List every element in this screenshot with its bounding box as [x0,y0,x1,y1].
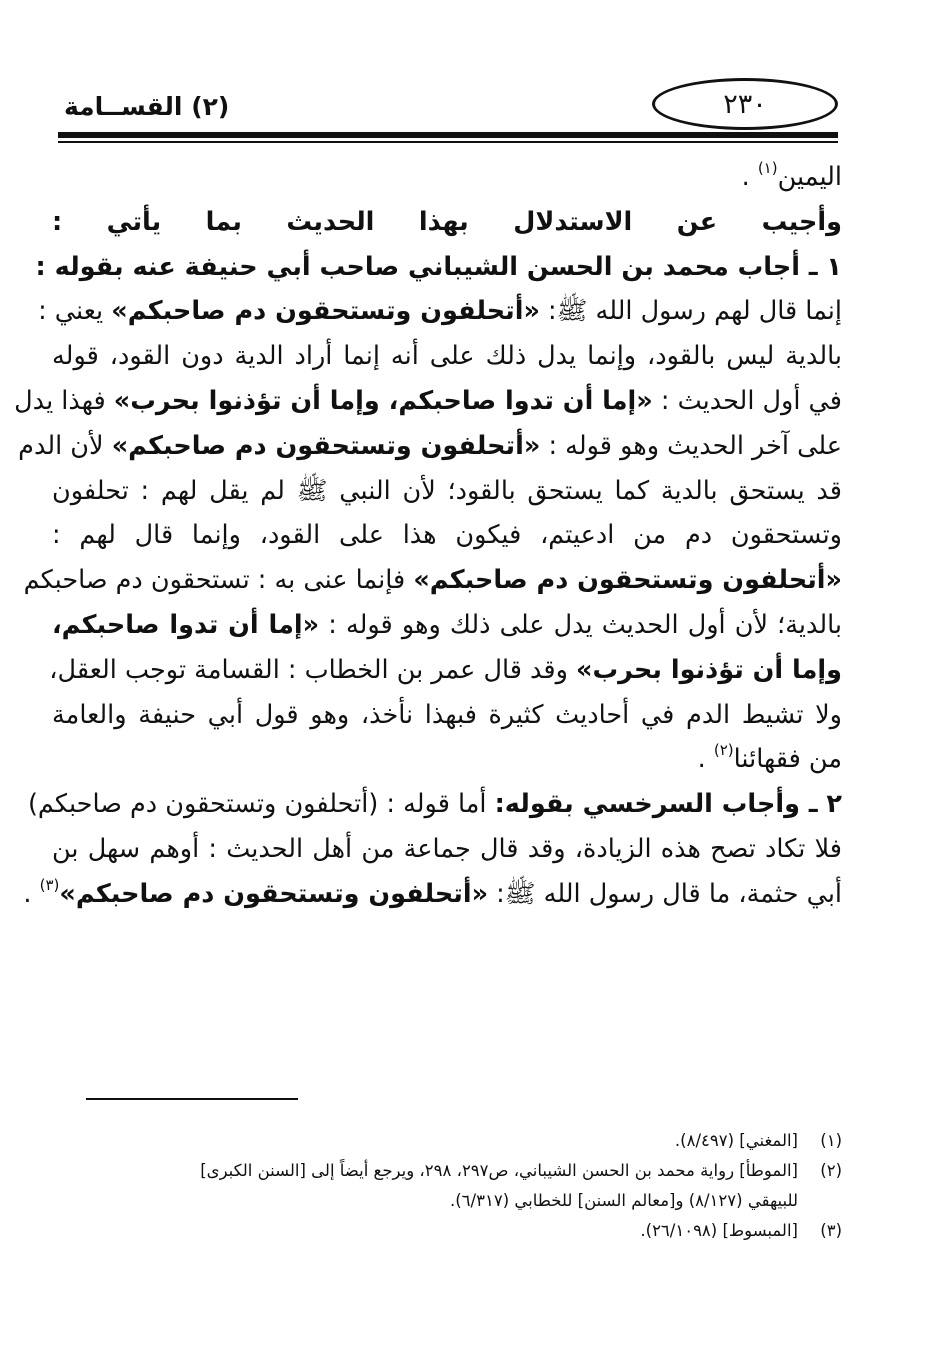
text-segment: قد يستحق بالدية كما يستحق بالقود؛ لأن النبي ﷺ لم يقل لهم : تحلفون [52,475,842,506]
text-segment: من فقهائنا [733,744,842,775]
footnote-text: [الموطأ] رواية محمد بن الحسن الشيباني، ص٢٩٧، ٢٩٨، ويرجع أيضاً إلى [السنن الكبرى] [200,1161,798,1180]
text-segment: يعني : [38,296,112,327]
text-segment: بالدية؛ لأن أول الحديث يدل على ذلك وهو قوله : [319,609,842,640]
text-segment: على آخر الحديث وهو قوله : [540,430,842,461]
text-segment: وتستحقون دم من ادعيتم، فيكون هذا على القود، وإنما قال لهم : [52,520,842,551]
text-segment: فإنما عنى به : تستحقون دم صاحبكم [23,565,414,596]
text-segment: أما قوله : (أتحلفون وتستحقون دم صاحبكم) [27,789,495,820]
footnote-ref: (١) [757,159,778,177]
body-text [14,155,842,917]
text-segment: . [697,744,714,775]
footnote-item [60,1126,842,1156]
bold-quote: «أتحلفون وتستحقون دم صاحبكم» [413,565,842,596]
text-segment: . [741,162,758,192]
footnote-number: (١) [820,1131,842,1150]
text-segment: أبي حثمة، ما قال رسول الله ﷺ: [488,878,842,909]
bold-quote: «أتحلفون وتستحقون دم صاحبكم» [111,430,541,461]
bold-quote: «أتحلفون وتستحقون دم صاحبكم» [111,296,540,327]
header-rule-thick [58,132,838,138]
footnote-text: [المغني] (٨/٤٩٧). [674,1131,798,1150]
text-segment: إنما قال لهم رسول الله ﷺ: [539,296,842,327]
header-rule-thin [58,141,838,143]
footnote-separator [86,1098,298,1100]
bold-quote: وأجيب عن الاستدلال بهذا الحديث بما يأتي : [52,206,842,237]
bold-quote: وإما أن تؤذنوا بحرب» [576,654,842,685]
bold-quote: ١ ـ أجاب محمد بن الحسن الشيباني صاحب أبي حنيفة عنه بقوله : [35,251,842,282]
footnote-ref: (٣) [39,875,60,894]
text-segment: بالدية ليس بالقود، وإنما يدل ذلك على أنه إنما أراد الدية دون القود، قوله [52,341,842,372]
text-segment: وقد قال عمر بن الخطاب : القسامة توجب العقل، [49,654,577,685]
bold-quote: «إما أن تدوا صاحبكم، [52,609,320,640]
footnote-number: (٣) [820,1221,842,1240]
bold-quote: «إما أن تدوا صاحبكم، وإما أن تؤذنوا بحرب» [113,385,653,416]
body-line [52,693,842,738]
body-line [52,513,842,558]
body-line [52,469,842,514]
bold-quote: «أتحلفون وتستحقون دم صاحبكم» [59,878,489,909]
footnote-number: (٢) [820,1161,842,1180]
page-header [58,78,838,144]
text-segment: ولا تشيط الدم في أحاديث كثيرة فبهذا نأخذ، وهو قول أبي حنيفة والعامة [52,699,842,730]
bold-quote: ٢ ـ وأجاب السرخسي بقوله: [494,789,842,820]
page-number-oval [652,78,838,130]
body-line [52,200,842,245]
body-line [52,737,842,782]
body-line [23,558,842,603]
body-line [35,245,842,290]
page-number: ٢٣٠ [723,88,767,120]
text-segment: فهذا يدل [14,385,114,416]
footnote-item [60,1216,842,1246]
section-title: (٢) القســامة [64,92,230,121]
footnotes [60,1126,842,1246]
body-line [18,424,842,469]
body-line [49,648,842,693]
footnote-ref: (٢) [713,741,734,760]
footnote-item [60,1156,842,1186]
text-segment: لأن الدم [18,430,112,461]
body-line [14,379,842,424]
body-line [23,872,842,917]
body-line [52,334,842,379]
body-line [52,603,842,648]
text-segment: اليمين [777,162,842,192]
body-line [52,827,842,872]
body-line [27,782,842,827]
footnote-text: [المبسوط] (٢٦/١٠٩٨). [640,1221,798,1240]
footnote-continuation: للبيهقي (٨/١٢٧) و[معالم السنن] للخطابي (٦/٣١٧). [449,1191,798,1210]
text-segment: في أول الحديث : [652,385,842,416]
body-line [38,289,842,334]
body-line [52,155,842,200]
text-segment: فلا تكاد تصح هذه الزيادة، وقد قال جماعة من أهل الحديث : أوهم سهل بن [52,833,842,864]
text-segment: . [23,878,40,909]
